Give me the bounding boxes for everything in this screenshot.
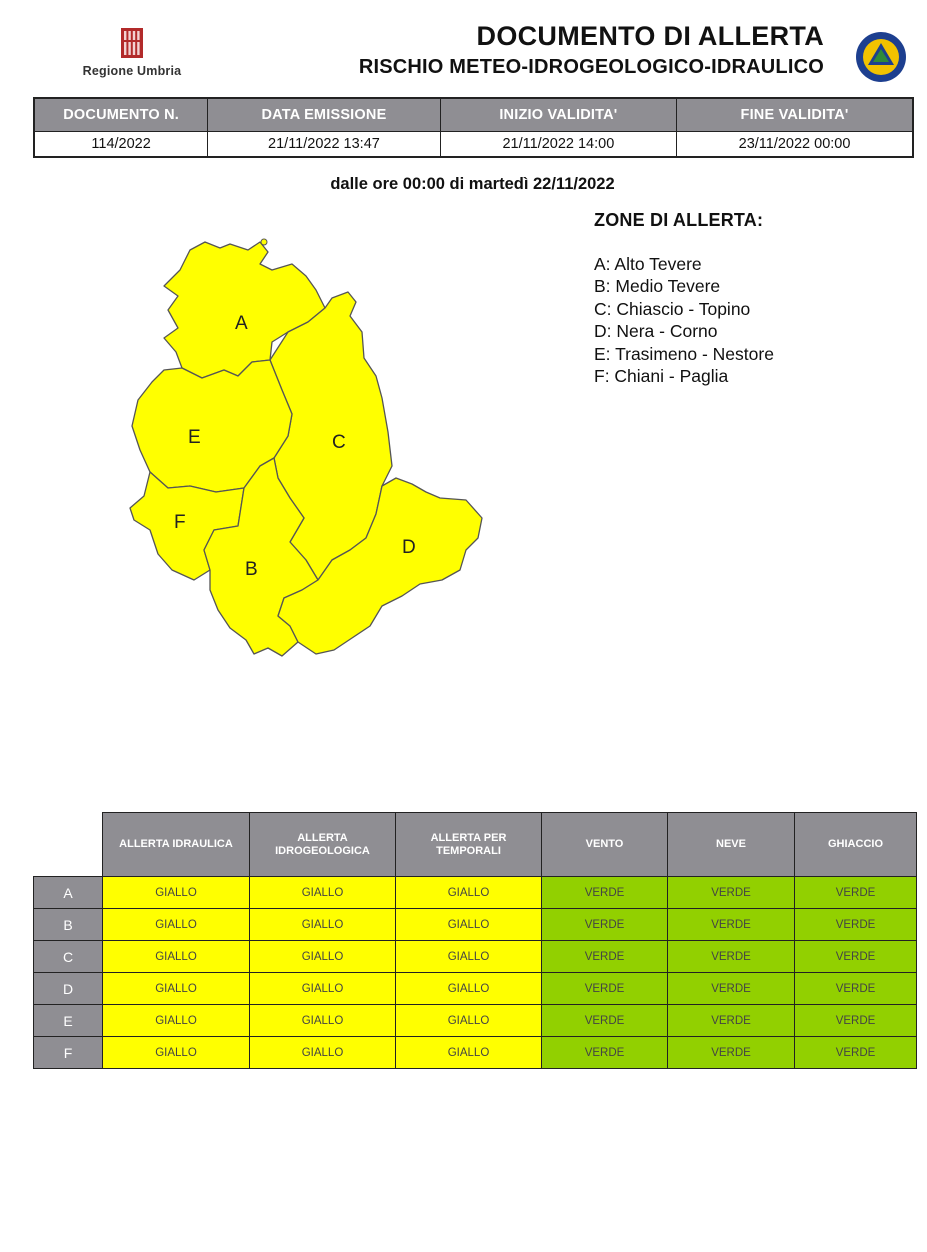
umbria-alert-map	[120, 230, 500, 690]
row-zone-label: C	[34, 941, 103, 973]
map-label-b: B	[245, 559, 258, 580]
cell-vento: VERDE	[542, 1037, 668, 1069]
header-fine-validita: FINE VALIDITA'	[677, 98, 913, 131]
cell-allerta-idraulica: GIALLO	[103, 1037, 250, 1069]
document-info-table	[33, 97, 914, 158]
cell-allerta-idraulica: GIALLO	[103, 941, 250, 973]
cell-allerta-idrogeologica: GIALLO	[250, 1005, 396, 1037]
protezione-civile-logo	[855, 31, 907, 83]
alert-levels-table	[33, 812, 917, 1069]
row-zone-label: E	[34, 1005, 103, 1037]
inizio-validita-value: 21/11/2022 14:00	[440, 131, 676, 157]
header-documento-n: DOCUMENTO N.	[34, 98, 208, 131]
row-zone-label: A	[34, 877, 103, 909]
cell-allerta-idrogeologica: GIALLO	[250, 909, 396, 941]
cell-neve: VERDE	[668, 973, 795, 1005]
cell-allerta-idraulica: GIALLO	[103, 1005, 250, 1037]
zone-item-f: F: Chiani - Paglia	[594, 366, 729, 387]
header-ghiaccio: GHIACCIO	[795, 813, 917, 877]
cell-vento: VERDE	[542, 973, 668, 1005]
zones-list	[594, 253, 774, 387]
table-row	[34, 1005, 917, 1037]
regione-umbria-logo-text: Regione Umbria	[82, 64, 182, 78]
map-label-d: D	[402, 537, 416, 558]
table-row	[34, 973, 917, 1005]
cell-allerta-idraulica: GIALLO	[103, 973, 250, 1005]
fine-validita-value: 23/11/2022 00:00	[677, 131, 913, 157]
cell-ghiaccio: VERDE	[795, 909, 917, 941]
zones-legend	[594, 210, 774, 387]
cell-allerta-idrogeologica: GIALLO	[250, 877, 396, 909]
header-data-emissione: DATA EMISSIONE	[208, 98, 440, 131]
cell-allerta-idrogeologica: GIALLO	[250, 941, 396, 973]
zone-item-e: E: Trasimeno - Nestore	[594, 343, 774, 364]
cell-ghiaccio: VERDE	[795, 1005, 917, 1037]
zones-title: ZONE DI ALLERTA:	[594, 210, 764, 230]
cell-ghiaccio: VERDE	[795, 877, 917, 909]
cell-neve: VERDE	[668, 1005, 795, 1037]
document-title: DOCUMENTO DI ALLERTA	[476, 21, 824, 51]
validity-period	[0, 175, 927, 194]
cell-allerta-idrogeologica: GIALLO	[250, 973, 396, 1005]
cell-neve: VERDE	[668, 877, 795, 909]
zone-item-d: D: Nera - Corno	[594, 321, 718, 342]
cell-neve: VERDE	[668, 941, 795, 973]
header-allerta-temporali: ALLERTA PER TEMPORALI	[396, 813, 542, 877]
cell-vento: VERDE	[542, 1005, 668, 1037]
header-vento: VENTO	[542, 813, 668, 877]
document-subtitle: RISCHIO METEO-IDROGEOLOGICO-IDRAULICO	[358, 56, 824, 78]
cell-ghiaccio: VERDE	[795, 941, 917, 973]
data-emissione-value: 21/11/2022 13:47	[208, 131, 440, 157]
map-label-f: F	[174, 512, 186, 533]
cell-allerta-temporali: GIALLO	[396, 941, 542, 973]
table-row	[34, 941, 917, 973]
header-neve: NEVE	[668, 813, 795, 877]
cell-vento: VERDE	[542, 877, 668, 909]
validity-text: dalle ore 00:00 di martedì 22/11/2022	[330, 175, 615, 193]
table-row	[34, 909, 917, 941]
header-allerta-idraulica: ALLERTA IDRAULICA	[103, 813, 250, 877]
map-label-c: C	[332, 432, 346, 453]
cell-allerta-idraulica: GIALLO	[103, 909, 250, 941]
row-zone-label: D	[34, 973, 103, 1005]
cell-allerta-temporali: GIALLO	[396, 909, 542, 941]
cell-allerta-temporali: GIALLO	[396, 877, 542, 909]
cell-vento: VERDE	[542, 909, 668, 941]
regione-umbria-emblem-icon	[121, 28, 143, 58]
map-label-a: A	[235, 313, 248, 334]
cell-neve: VERDE	[668, 909, 795, 941]
documento-number: 114/2022	[34, 131, 208, 157]
header-inizio-validita: INIZIO VALIDITA'	[440, 98, 676, 131]
table-row	[34, 877, 917, 909]
cell-ghiaccio: VERDE	[795, 1037, 917, 1069]
map-label-e: E	[188, 427, 201, 448]
cell-allerta-temporali: GIALLO	[396, 1005, 542, 1037]
zone-item-c: C: Chiascio - Topino	[594, 298, 751, 319]
cell-ghiaccio: VERDE	[795, 973, 917, 1005]
regione-umbria-logo	[72, 28, 192, 84]
cell-allerta-temporali: GIALLO	[396, 1037, 542, 1069]
zone-item-b: B: Medio Tevere	[594, 276, 721, 297]
table-row	[34, 1037, 917, 1069]
cell-neve: VERDE	[668, 1037, 795, 1069]
cell-vento: VERDE	[542, 941, 668, 973]
cell-allerta-idrogeologica: GIALLO	[250, 1037, 396, 1069]
zone-item-a: A: Alto Tevere	[594, 254, 702, 274]
cell-allerta-temporali: GIALLO	[396, 973, 542, 1005]
row-zone-label: F	[34, 1037, 103, 1069]
row-zone-label: B	[34, 909, 103, 941]
cell-allerta-idraulica: GIALLO	[103, 877, 250, 909]
header-allerta-idrogeologica: ALLERTA IDROGEOLOGICA	[250, 813, 396, 877]
alerts-corner-cell	[34, 813, 103, 877]
